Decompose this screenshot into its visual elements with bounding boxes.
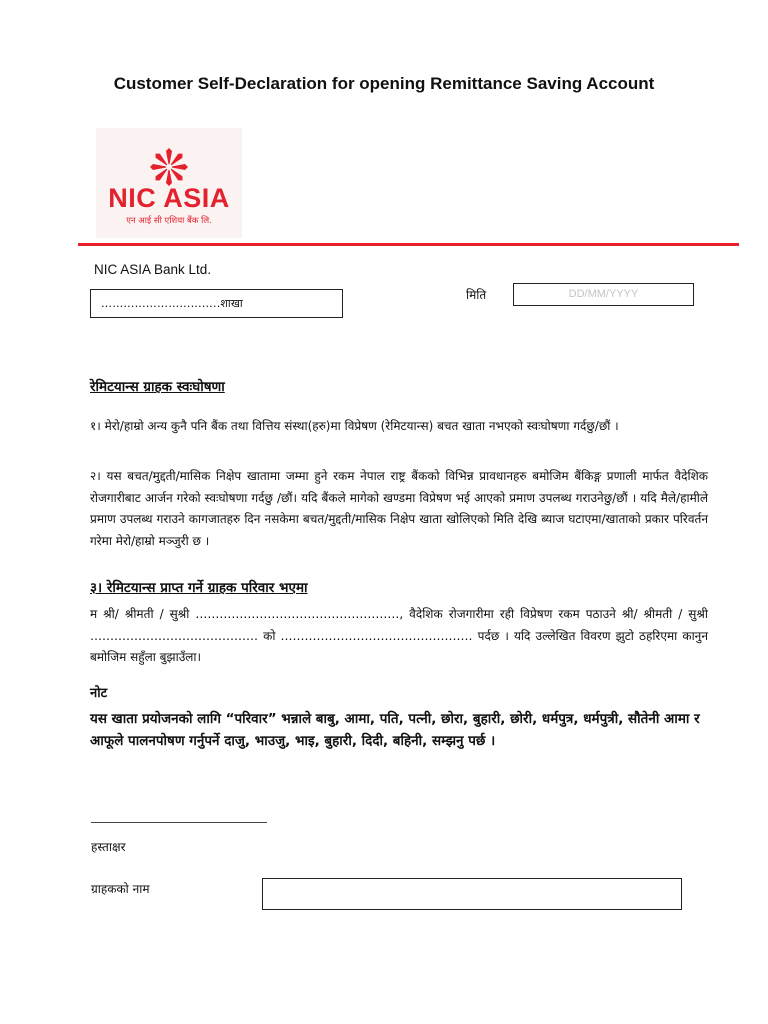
note-text: यस खाता प्रयोजनको लागि “परिवार” भन्नाले बाबु, आमा, पति, पत्नी, छोरा, बुहारी, छोरी, धर्मपुत्र, धर्मपुत्री, सौतेनी आमा र आफूले पालनपोषण गर्नुपर्ने दाजु, भाउजु, भाइ, बुहारी, दिदी, बहिनी, सम्झनु पर्छ । bbox=[90, 711, 700, 749]
date-label: मिति bbox=[466, 288, 487, 302]
branch-field[interactable] bbox=[90, 289, 343, 318]
declaration-heading: रेमिटयान्स ग्राहक स्वःघोषणा bbox=[90, 379, 225, 395]
customer-name-label: ग्राहकको नाम bbox=[91, 882, 150, 896]
signature-line bbox=[91, 822, 267, 823]
declaration-clause-1: १। मेरो/हाम्रो अन्य कुनै पनि बैंक तथा वित्तिय संस्था(हरु)मा विप्रेषण (रेमिटयान्स) बचत खाता नभएको स्वःघोषणा गर्दछु/छौं । bbox=[90, 419, 619, 433]
header-divider bbox=[78, 243, 739, 246]
document-title: Customer Self-Declaration for opening Remittance Saving Account bbox=[113, 74, 655, 93]
signature-label: हस्ताक्षर bbox=[91, 840, 126, 854]
family-section-heading: ३। रेमिटयान्स प्राप्त गर्ने ग्राहक परिवार भएमा bbox=[90, 580, 308, 596]
date-input[interactable] bbox=[513, 283, 694, 306]
logo-wordmark: NIC ASIA bbox=[108, 183, 230, 213]
date-placeholder: DD/MM/YYYY bbox=[568, 288, 639, 300]
declaration-clause-2: २। यस बचत/मुद्दती/मासिक निक्षेप खातामा जम्मा हुने रकम नेपाल राष्ट्र बैंकको विभिन्न प्रावधानहरु बमोजिम बैंकिङ्ग प्रणाली मार्फत वैदेशिक रोजगारीबाट आर्जन गरेको स्वःघोषणा गर्दछु /छौं। यदि बैंकले मागेको खण्डमा विप्रेषण भई आएको प्रमाण उपलब्ध गराउनेछु/छौं । यदि मैले/हामीले प्रमाण उपलब्ध गराउने कागजातहरु दिन नसकेमा बचत/मुद्दती/मासिक निक्षेप खाता खोलिएको मिति देखि ब्याज घटाएमा/खाताको प्रकार परिवर्तन गरेमा मेरो/हाम्रो मञ्जुरी छ । bbox=[90, 469, 708, 548]
logo-tagline: एन आई सी एशिया बैंक लि. bbox=[126, 216, 212, 226]
branch-field-text: …………………………..शाखा bbox=[101, 297, 243, 310]
nic-asia-logo bbox=[96, 128, 242, 238]
customer-name-input[interactable] bbox=[262, 878, 682, 910]
family-declaration-text: म श्री/ श्रीमती / सुश्री ……………………………………………, वैदेशिक रोजगारीमा रही विप्रेषण रकम पठाउने श्री/ श्रीमती / सुश्री …………………………………… को ………………………………………… पर्दछ । यदि उल्लेखित विवरण झुटो ठहरिएमा कानुन बमोजिम सहुँला बुझाउँला। bbox=[90, 607, 708, 664]
note-label: नोट bbox=[90, 686, 108, 701]
bank-name: NIC ASIA Bank Ltd. bbox=[94, 262, 212, 277]
red-star-icon bbox=[139, 148, 199, 186]
